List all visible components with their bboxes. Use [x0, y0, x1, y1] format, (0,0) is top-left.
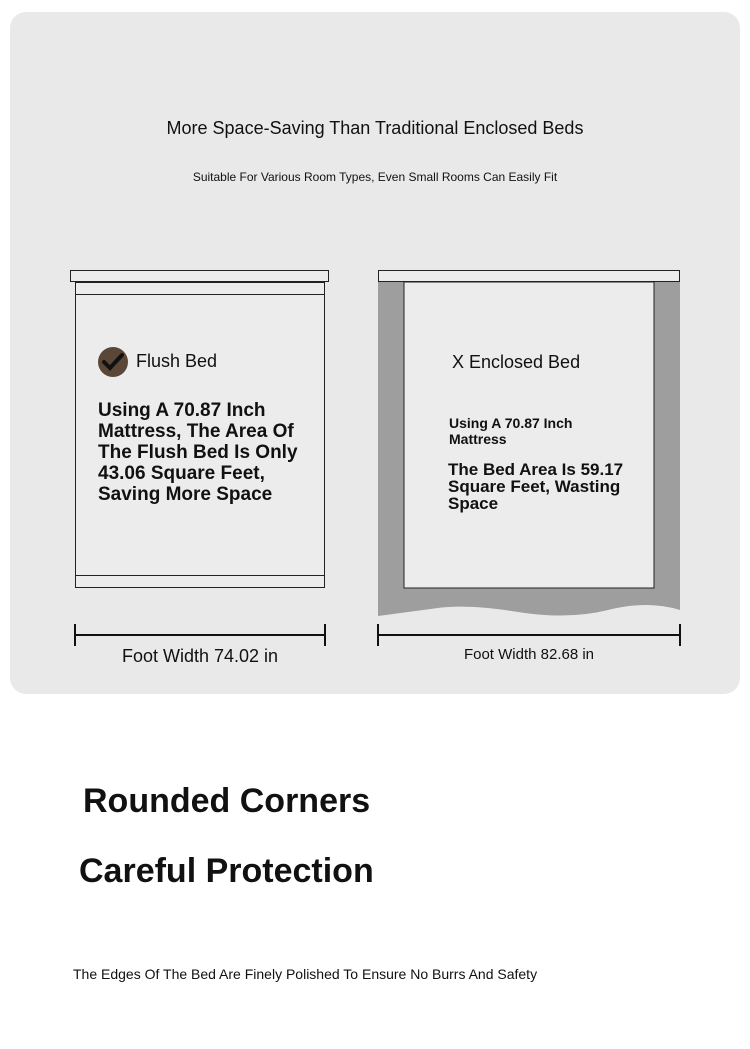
flush-dim-tick-right	[324, 624, 326, 646]
section-subtitle: Suitable For Various Room Types, Even Small Rooms Can Easily Fit	[192, 170, 558, 184]
check-icon	[98, 347, 128, 377]
enclosed-dim-tick-right	[679, 624, 681, 646]
flush-bed-headboard	[70, 270, 329, 282]
flush-bed-inner-line	[75, 294, 325, 295]
enclosed-dim-line	[378, 634, 680, 636]
flush-bed-foot-line	[75, 575, 325, 576]
enclosed-bed-label: X Enclosed Bed	[452, 352, 581, 372]
flush-dim-line	[75, 634, 325, 636]
flush-foot-width: Foot Width 74.02 in	[121, 646, 279, 666]
enclosed-bed-frame	[378, 282, 680, 622]
flush-bed-description: Using A 70.87 Inch Mattress, The Area Of The Flush Bed Is Only 43.06 Square Feet, Saving More Space	[98, 400, 298, 505]
enclosed-bed-description-1: Using A 70.87 Inch Mattress	[449, 415, 573, 447]
enclosed-bed-headboard	[378, 270, 680, 282]
enclosed-bed-description-2: The Bed Area Is 59.17 Square Feet, Wasting Space	[448, 460, 624, 513]
feature-heading-rounded: Rounded Corners	[83, 782, 371, 820]
flush-bed-label: Flush Bed	[136, 351, 218, 371]
feature-heading-protection: Careful Protection	[79, 852, 374, 890]
feature-description: The Edges Of The Bed Are Finely Polished To Ensure No Burrs And Safety	[73, 966, 538, 982]
section-title: More Space-Saving Than Traditional Enclosed Beds	[166, 118, 584, 138]
enclosed-foot-width: Foot Width 82.68 in	[463, 646, 595, 663]
